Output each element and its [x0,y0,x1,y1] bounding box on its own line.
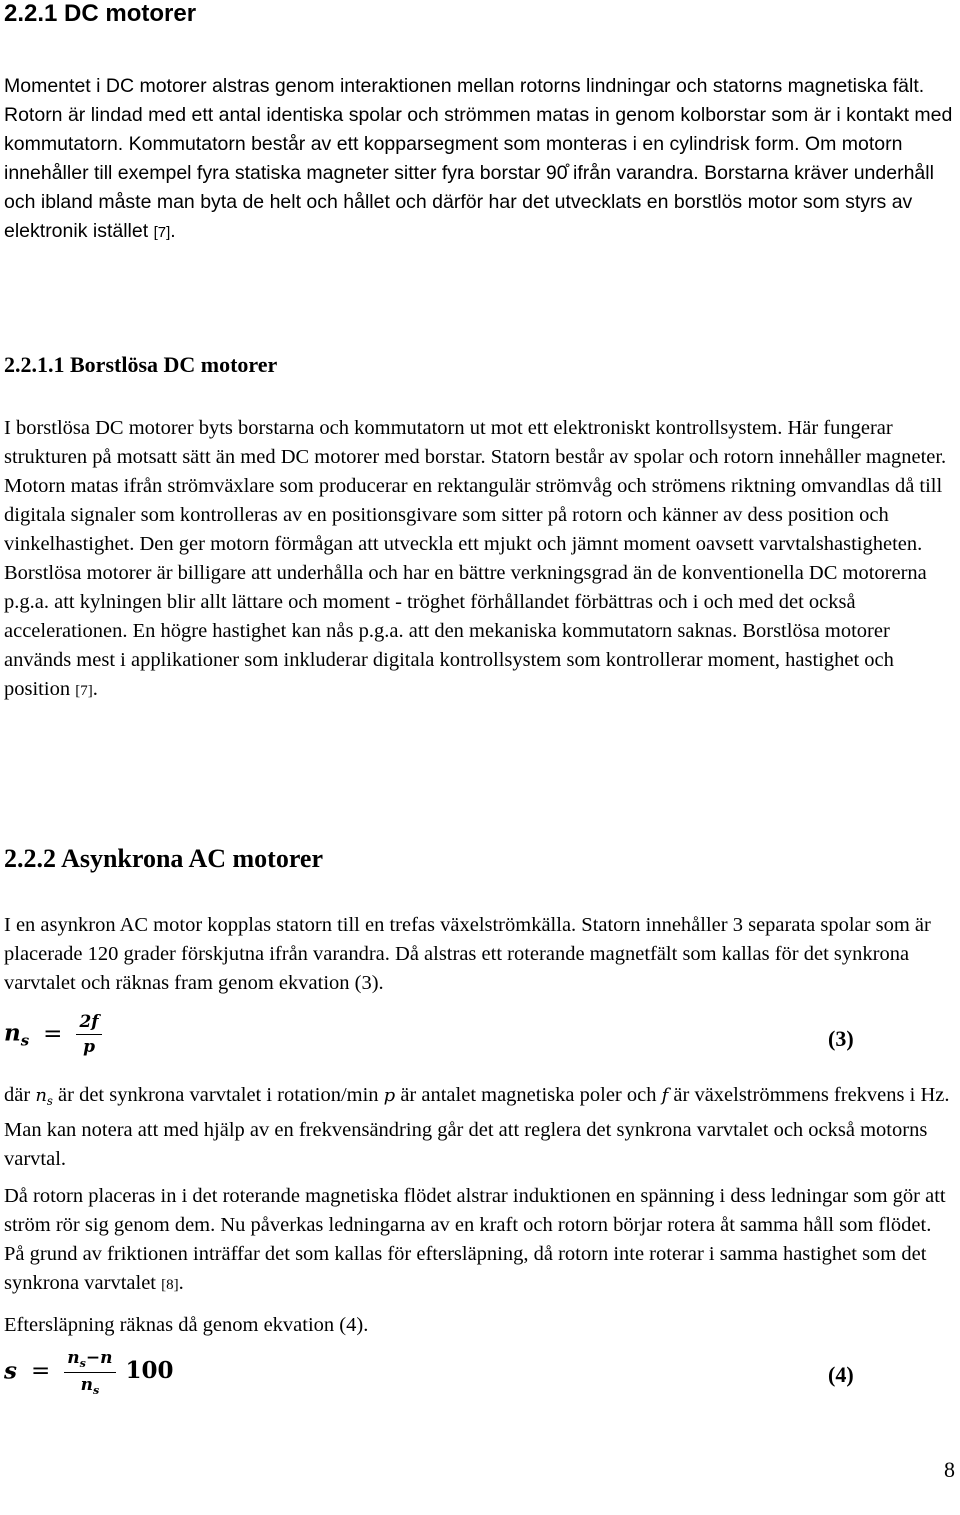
paragraph-text: Momentet i DC motorer alstras genom interaktionen mellan rotorns lindningar och statorns magnetiska fält. Rotorn är lindad med ett antal identiska spolar och strömmen matas in genom kolborstar som är i kontakt med kommutatorn. Kommutatorn består av ett kopparsegment som monteras i en cylindrisk form. Om motorn innehåller till exempel fyra statiska magneter sitter fyra borstar 90̊ ifrån varandra. Borstarna kräver underhåll och ibland måste man byta de helt och hållet och därför har det utvecklats en borstlös motor som styrs av elektronik istället [4,75,953,242]
eq3-equals: = [43,1020,63,1047]
eq3-denominator: p [83,1037,95,1057]
paragraph-variable-definitions [4,1081,954,1174]
equation-3-number: (3) [828,1026,854,1051]
eq3-numerator: 2f [76,1012,101,1035]
equation-4-number: (4) [828,1362,854,1387]
punctuation: . [178,1272,184,1294]
section-heading-2-2-1-1: 2.2.1.1 Borstlösa DC motorer [4,352,278,377]
citation-ref: [8] [161,1277,179,1293]
paragraph-borstlosa [4,414,954,706]
text-segment: där [4,1084,36,1106]
var-p: p [383,1085,396,1106]
eq4-den-sub: s [92,1383,100,1397]
eq4-minus: − [85,1348,101,1368]
text-segment: är det synkrona varvtalet i rotation/min [52,1084,384,1106]
citation-ref: [7] [75,683,93,699]
eq3-fraction [76,1012,101,1057]
eq4-factor: 100 [125,1357,174,1385]
paragraph-text: I borstlösa DC motorer byts borstarna och kommutatorn ut mot ett elektroniskt kontrollsystem. Här fungerar strukturen på motsatt sätt än med DC motorer med borstar. Statorn består av spolar och rotorn innehåller magneter. Motorn matas ifrån strömväxlare som producerar en rektangulär strömvåg och strömens riktning omvandlas då till digitala signaler som kontrolleras av en positionsgivare som sitter på rotorn och känner av dess position och vinkelhastighet. Den ger motorn förmågan att utveckla ett mjukt och jämnt moment oavsett varvtalshastigheten. Borstlösa motorer är billigare att underhålla och har en bättre verkningsgrad än de konventionella DC motorerna p.g.a. att kylningen blir allt lättare och moment - tröghet förhållandet förbättras och i och med det också accelerationen. En högre hastighet kan nås p.g.a. att den mekaniska kommutatorn saknas. Borstlösa motorer används mest i applikationer som inkluderar digitala kontrollsystem som kontrollerar moment, hastighet och position [4,417,947,700]
eq4-lhs: s [4,1357,17,1385]
paragraph-rotor-induction [4,1182,954,1300]
punctuation: . [170,220,176,242]
citation-ref: [7] [153,224,171,241]
punctuation: . [92,678,98,700]
var-n: n [35,1085,47,1106]
paragraph-slip-intro: Eftersläpning räknas då genom ekvation (4). [4,1314,369,1336]
section-heading-2-2-2: 2.2.2 Asynkrona AC motorer [4,844,323,873]
var-ns [35,1085,53,1109]
page-number: 8 [944,1457,955,1482]
eq4-denominator [64,1373,115,1397]
eq4-num-var2: n [100,1348,113,1368]
eq4-numerator [64,1348,115,1373]
eq4-equals: = [30,1358,51,1385]
eq4-fraction [64,1348,115,1397]
var-f: f [661,1085,669,1106]
paragraph-text: Då rotorn placeras in i det roterande magnetiska flödet alstrar induktionen en spänning i dess ledningar som gör att ström rör sig genom dem. Nu påverkas ledningarna av en kraft och rotorn börjar rotera åt samma håll som flödet. På grund av friktionen inträffar det som kallas för eftersläpning, då rotorn inte roterar i samma hastighet som det synkrona varvtalet [4,1185,946,1294]
eq3-lhs: n [4,1019,21,1047]
section-heading-2-2-1: 2.2.1 DC motorer [4,0,197,27]
equation-3 [4,1012,102,1057]
var-s-sub: s [46,1094,53,1109]
eq4-den-var: n [80,1374,93,1395]
paragraph-asynkron-intro: I en asynkron AC motor kopplas statorn till en trefas växelströmkälla. Statorn innehåller 3 separata spolar som är placerade 120 grader förskjutna ifrån varandra. Då alstras ett roterande magnetfält som kallas för det synkrona varvtalet och räknas fram genom ekvation (3). [4,914,931,994]
paragraph-dc-motorer [4,72,954,247]
equation-4 [4,1348,174,1397]
text-segment: är växelströmmens frekvens i Hz. Man kan notera att med hjälp av en frekvensändring går det att reglera det synkrona varvtalet och också motorns varvtal. [4,1084,950,1171]
eq4-num-var: n [67,1348,80,1368]
eq4-num-sub: s [79,1356,86,1370]
text-segment: är antalet magnetiska poler och [395,1084,662,1106]
eq3-lhs-sub: s [20,1031,30,1050]
